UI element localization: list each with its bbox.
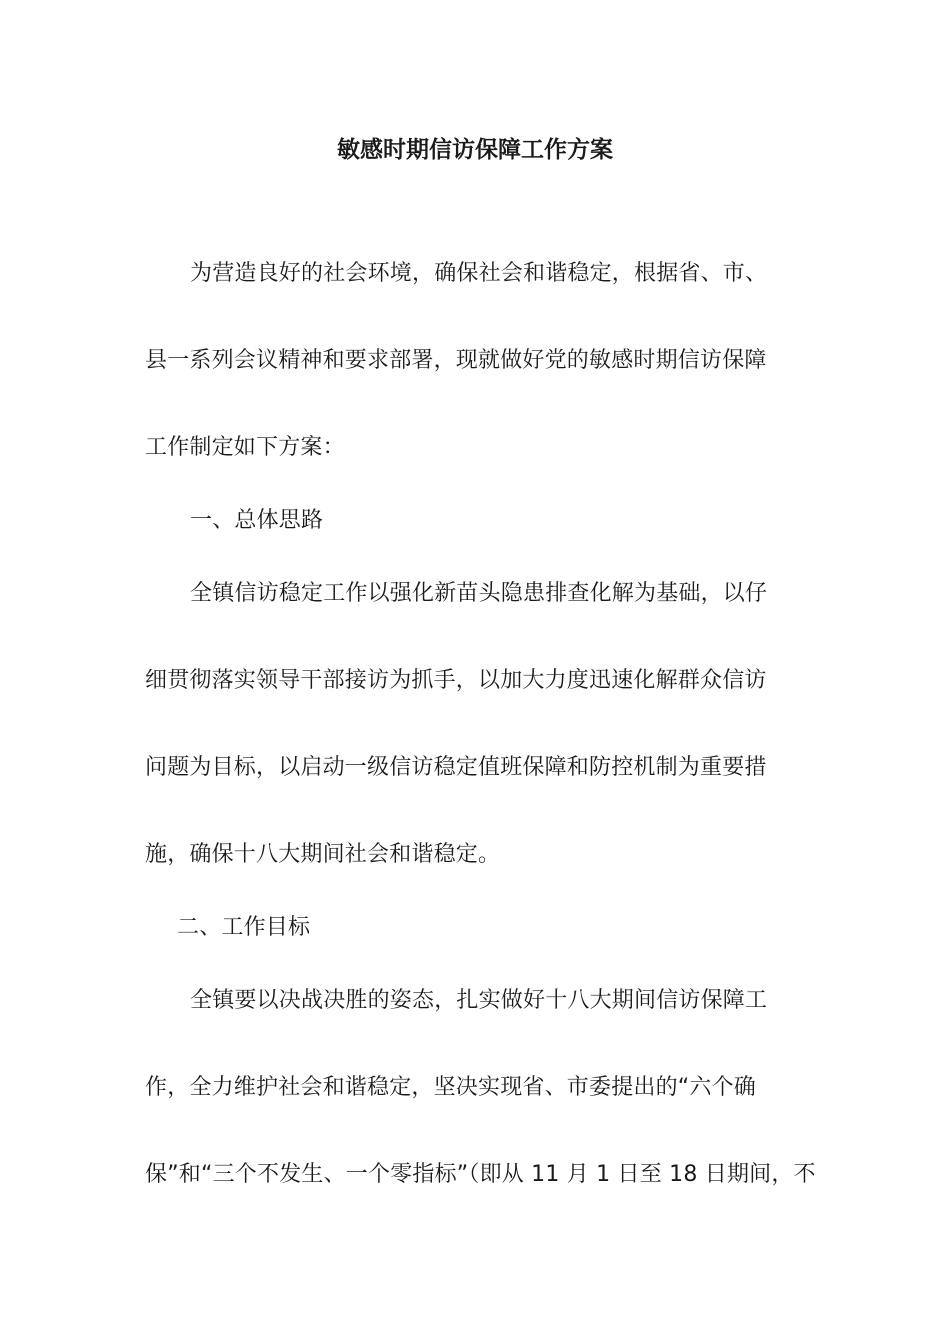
paragraph-line: 问题为目标，以启动一级信访稳定值班保障和防控机制为重要措 (145, 755, 767, 780)
paragraph-line: 全镇要以决战决胜的姿态，扎实做好十八大期间信访保障工 (190, 988, 768, 1013)
section-heading: 二、工作目标 (177, 915, 311, 940)
paragraph-line: 细贯彻落实领导干部接访为抓手，以加大力度迅速化解群众信访 (145, 668, 767, 693)
paragraph-line: 施，确保十八大期间社会和谐稳定。 (145, 842, 501, 867)
paragraph-line: 作，全力维护社会和谐稳定，坚决实现省、市委提出的“六个确 (145, 1075, 756, 1100)
paragraph-line: 为营造良好的社会环境，确保社会和谐稳定，根据省、市、 (190, 261, 768, 286)
paragraph-line: 工作制定如下方案： (145, 435, 345, 460)
document-title: 敏感时期信访保障工作方案 (337, 137, 613, 163)
paragraph-line: 保”和“三个不发生、一个零指标”（即从 11 月 1 日至 18 日期间，不 (145, 1162, 816, 1187)
paragraph-line: 县一系列会议精神和要求部署，现就做好党的敏感时期信访保障 (145, 348, 767, 373)
section-heading: 一、总体思路 (190, 508, 324, 533)
paragraph-line: 全镇信访稳定工作以强化新苗头隐患排查化解为基础，以仔 (190, 581, 768, 606)
